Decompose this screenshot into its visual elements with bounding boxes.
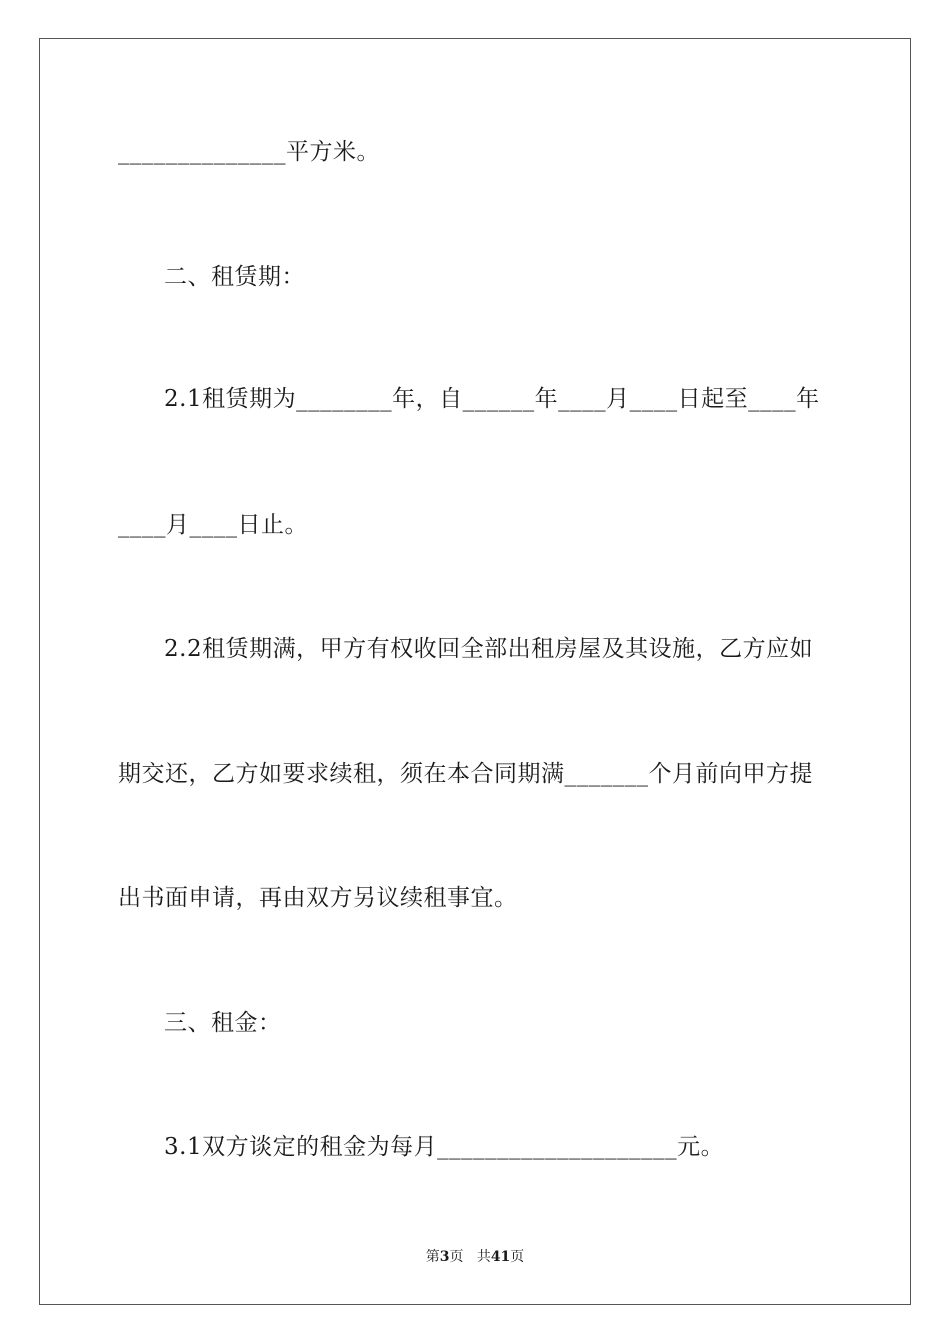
page-frame [39,38,911,1305]
footer-total-suffix: 页 [510,1249,525,1265]
text-line-3-1: 3.1双方谈定的租金为每月____________________元。 [164,1134,725,1160]
text-line-area: ______________平方米。 [118,139,380,165]
footer-prefix: 第 [425,1249,440,1265]
footer-total-pages: 41 [490,1249,511,1265]
text-line-2-1-cont: ____月____日止。 [118,512,308,538]
section-heading-rent: 三、租金： [164,1010,282,1036]
text-line-2-2-cont1: 期交还，乙方如要求续租，须在本合同期满_______个月前向甲方提 [118,761,813,787]
footer-page-suffix: 页 [449,1249,464,1265]
text-line-2-2: 2.2租赁期满，甲方有权收回全部出租房屋及其设施，乙方应如 [164,636,814,662]
footer-page-number: 3 [439,1249,450,1265]
text-line-2-1: 2.1租赁期为________年，自______年____月____日起至____年 [164,386,820,412]
text-line-2-2-cont2: 出书面申请，再由双方另议续租事宜。 [118,885,518,911]
page-footer [0,1248,950,1266]
section-heading-lease-term: 二、租赁期： [164,264,305,290]
footer-total-prefix: 共 [476,1249,491,1265]
